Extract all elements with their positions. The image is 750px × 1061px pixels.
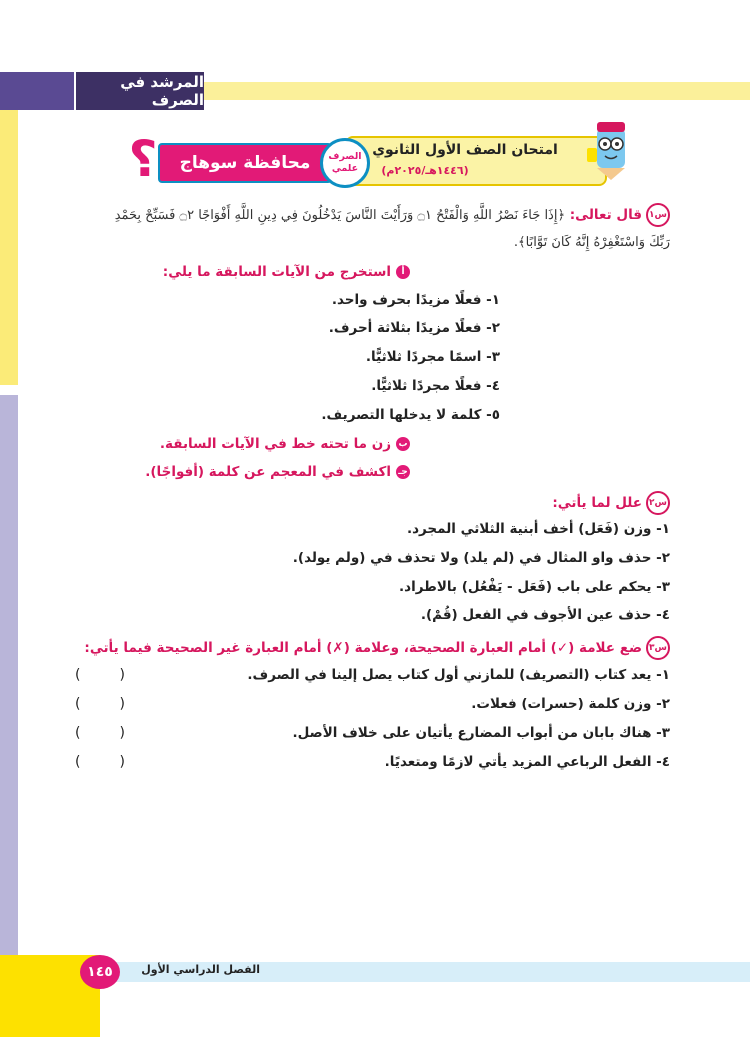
left-yellow-strip — [0, 110, 18, 385]
q1-item-3: ٣- اسمًا مجردًا ثلاثيًّا. — [365, 349, 500, 365]
header-yellow-bar — [200, 82, 750, 100]
q2-item-1: ١- وزن (فَعَل) أخف أبنية الثلاثي المجرد. — [406, 521, 670, 537]
paren-close: ) — [119, 725, 125, 741]
answer-parens — [75, 725, 125, 741]
paren-close: ) — [119, 696, 125, 712]
q3-badge: س٣ — [646, 636, 670, 660]
exam-date: (١٤٤٦هـ/٢٠٢٥م) — [381, 164, 469, 177]
q1-verse-line1 — [115, 203, 670, 227]
q2-item-4: ٤- حذف عين الأجوف في الفعل (قُمْ). — [420, 607, 670, 623]
semester-label: الفصل الدراسي الأول — [141, 963, 260, 976]
q1-part-b-letter: ب — [396, 437, 410, 451]
q1-item-5: ٥- كلمة لا يدخلها التصريف. — [321, 407, 500, 423]
subject-badge-top: الصرف — [328, 151, 362, 162]
answer-parens — [75, 754, 125, 770]
q1-part-a-letter: أ — [396, 265, 410, 279]
paren-open: ( — [75, 725, 81, 741]
q2-item-2: ٢- حذف واو المثال في (لم يلد) ولا تحذف في (ولم يولد). — [292, 550, 670, 566]
q2-item-3: ٣- يحكم على باب (فَعَل - يَفْعُل) بالاطراد. — [399, 579, 670, 595]
q1-item-1: ١- فعلًا مزيدًا بحرف واحد. — [331, 292, 500, 308]
page-number: ١٤٥ — [80, 955, 120, 989]
q1-part-c-text: اكشف في المعجم عن كلمة (أفواجًا). — [145, 464, 391, 480]
q1-part-b-text: زن ما تحته خط في الآيات السابقة. — [159, 436, 391, 452]
q1-part-a-text: استخرج من الآيات السابقة ما يلي: — [162, 264, 391, 280]
q1-part-b — [160, 436, 410, 452]
book-title-tag: المرشد في الصرف — [76, 72, 204, 110]
q1-item-4: ٤- فعلًا مجردًا ثلاثيًّا. — [371, 378, 500, 394]
paren-open: ( — [75, 696, 81, 712]
q1-intro: قال تعالى: — [569, 207, 642, 223]
left-lavender-strip — [0, 395, 18, 955]
pencil-mascot-icon — [585, 118, 637, 180]
paren-open: ( — [75, 754, 81, 770]
answer-parens — [75, 667, 125, 683]
q2-intro-line — [552, 491, 670, 515]
question-mark-icon: ؟ — [128, 130, 158, 188]
paren-close: ) — [119, 754, 125, 770]
q1-part-c-letter: جـ — [396, 465, 410, 479]
q2-badge: س٢ — [646, 491, 670, 515]
header-purple-block — [0, 72, 74, 110]
subject-badge — [320, 138, 370, 188]
q3-intro-line — [84, 636, 670, 660]
q1-verse-1: ﴿إِذَا جَاءَ نَصْرُ اللَّهِ وَالْفَتْحُ ۝١ وَرَأَيْتَ النَّاسَ يَدْخُلُونَ فِي دِينِ اللَّهِ أَفْوَاجًا ۝٢ فَسَبِّحْ بِحَمْدِ — [114, 208, 566, 223]
q3-item-1: ١- يعد كتاب (التصريف) للمازني أول كتاب يصل إلينا في الصرف. — [247, 667, 670, 683]
q3-intro: ضع علامة (✓) أمام العبارة الصحيحة، وعلامة (✗) أمام العبارة غير الصحيحة فيما يأتي: — [84, 640, 642, 656]
exam-title: امتحان الصف الأول الثانوي — [372, 142, 558, 158]
q1-part-c — [145, 464, 410, 480]
q1-verse-2: رَبِّكَ وَاسْتَغْفِرْهُ إِنَّهُ كَانَ تَوَّابًا﴾. — [513, 235, 670, 250]
q3-item-3: ٣- هناك بابان من أبواب المضارع يأتيان على خلاف الأصل. — [292, 725, 670, 741]
q1-part-a — [163, 264, 410, 280]
paren-open: ( — [75, 667, 81, 683]
q3-item-2: ٢- وزن كلمة (حسرات) فعلات. — [471, 696, 670, 712]
province-label: محافظة سوهاج — [158, 143, 332, 183]
answer-parens — [75, 696, 125, 712]
q3-item-4: ٤- الفعل الرباعي المزيد يأتي لازمًا ومتعديًا. — [384, 754, 670, 770]
q2-intro: علل لما يأتي: — [552, 495, 642, 511]
q1-badge: س١ — [646, 203, 670, 227]
q1-item-2: ٢- فعلًا مزيدًا بثلاثة أحرف. — [328, 320, 500, 336]
q1-verse-line2 — [514, 234, 670, 250]
subject-badge-bottom: علمي — [331, 163, 359, 174]
paren-close: ) — [119, 667, 125, 683]
